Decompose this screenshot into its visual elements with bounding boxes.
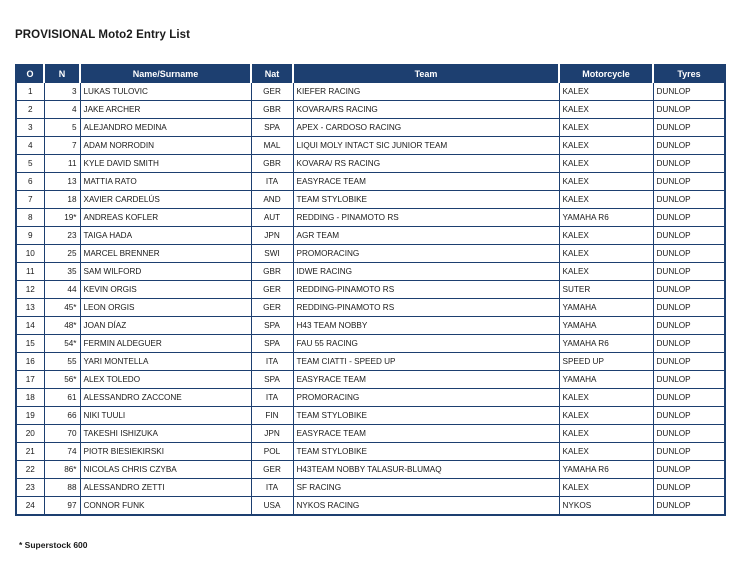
position-cell: 14 xyxy=(16,317,44,335)
number-cell: 70 xyxy=(44,425,80,443)
name-cell: NIKI TUULI xyxy=(80,407,251,425)
table-row xyxy=(16,389,725,407)
motorcycle-cell: KALEX xyxy=(559,191,653,209)
table-row xyxy=(16,119,725,137)
name-cell: NICOLAS CHRIS CZYBA xyxy=(80,461,251,479)
table-row xyxy=(16,209,725,227)
entry-list-table xyxy=(15,64,726,516)
team-cell: EASYRACE TEAM xyxy=(293,425,559,443)
table-row xyxy=(16,443,725,461)
team-cell: TEAM STYLOBIKE xyxy=(293,191,559,209)
table-row xyxy=(16,173,725,191)
tyres-cell: DUNLOP xyxy=(653,425,725,443)
nationality-cell: SPA xyxy=(251,371,293,389)
table-row xyxy=(16,281,725,299)
team-cell: H43 TEAM NOBBY xyxy=(293,317,559,335)
table-row xyxy=(16,227,725,245)
nationality-cell: GER xyxy=(251,461,293,479)
team-cell: EASYRACE TEAM xyxy=(293,371,559,389)
team-cell: KOVARA/ RS RACING xyxy=(293,155,559,173)
tyres-cell: DUNLOP xyxy=(653,335,725,353)
number-cell: 11 xyxy=(44,155,80,173)
nationality-cell: USA xyxy=(251,497,293,516)
team-cell: NYKOS RACING xyxy=(293,497,559,516)
name-cell: YARI MONTELLA xyxy=(80,353,251,371)
number-cell: 55 xyxy=(44,353,80,371)
footnote: * Superstock 600 xyxy=(19,540,88,550)
name-cell: LUKAS TULOVIC xyxy=(80,83,251,101)
team-cell: AGR TEAM xyxy=(293,227,559,245)
tyres-cell: DUNLOP xyxy=(653,371,725,389)
name-cell: XAVIER CARDELÚS xyxy=(80,191,251,209)
number-cell: 5 xyxy=(44,119,80,137)
name-cell: ALEX TOLEDO xyxy=(80,371,251,389)
nationality-cell: AND xyxy=(251,191,293,209)
number-cell: 86* xyxy=(44,461,80,479)
table-row xyxy=(16,83,725,101)
team-cell: REDDING - PINAMOTO RS xyxy=(293,209,559,227)
number-cell: 4 xyxy=(44,101,80,119)
nationality-cell: ITA xyxy=(251,479,293,497)
motorcycle-cell: KALEX xyxy=(559,227,653,245)
table-row xyxy=(16,479,725,497)
table-row xyxy=(16,263,725,281)
table-row xyxy=(16,461,725,479)
table-row xyxy=(16,317,725,335)
motorcycle-cell: KALEX xyxy=(559,425,653,443)
number-cell: 88 xyxy=(44,479,80,497)
tyres-cell: DUNLOP xyxy=(653,407,725,425)
motorcycle-cell: YAMAHA xyxy=(559,317,653,335)
tyres-cell: DUNLOP xyxy=(653,389,725,407)
position-cell: 9 xyxy=(16,227,44,245)
number-cell: 66 xyxy=(44,407,80,425)
number-cell: 13 xyxy=(44,173,80,191)
name-cell: SAM WILFORD xyxy=(80,263,251,281)
nationality-cell: GER xyxy=(251,281,293,299)
nationality-cell: POL xyxy=(251,443,293,461)
nationality-cell: ITA xyxy=(251,353,293,371)
table-row xyxy=(16,137,725,155)
team-cell: H43TEAM NOBBY TALASUR-BLUMAQ xyxy=(293,461,559,479)
number-cell: 45* xyxy=(44,299,80,317)
position-cell: 4 xyxy=(16,137,44,155)
motorcycle-cell: KALEX xyxy=(559,173,653,191)
position-cell: 3 xyxy=(16,119,44,137)
header-nat: Nat xyxy=(251,65,293,83)
name-cell: FERMIN ALDEGUER xyxy=(80,335,251,353)
team-cell: TEAM CIATTI - SPEED UP xyxy=(293,353,559,371)
motorcycle-cell: KALEX xyxy=(559,407,653,425)
table-row xyxy=(16,101,725,119)
tyres-cell: DUNLOP xyxy=(653,173,725,191)
motorcycle-cell: NYKOS xyxy=(559,497,653,516)
position-cell: 7 xyxy=(16,191,44,209)
tyres-cell: DUNLOP xyxy=(653,497,725,516)
team-cell: REDDING-PINAMOTO RS xyxy=(293,299,559,317)
number-cell: 25 xyxy=(44,245,80,263)
motorcycle-cell: KALEX xyxy=(559,263,653,281)
position-cell: 17 xyxy=(16,371,44,389)
team-cell: KOVARA/RS RACING xyxy=(293,101,559,119)
nationality-cell: SPA xyxy=(251,317,293,335)
team-cell: TEAM STYLOBIKE xyxy=(293,443,559,461)
name-cell: MATTIA RATO xyxy=(80,173,251,191)
position-cell: 10 xyxy=(16,245,44,263)
team-cell: REDDING-PINAMOTO RS xyxy=(293,281,559,299)
table-row xyxy=(16,425,725,443)
team-cell: IDWE RACING xyxy=(293,263,559,281)
nationality-cell: JPN xyxy=(251,425,293,443)
nationality-cell: ITA xyxy=(251,389,293,407)
team-cell: TEAM STYLOBIKE xyxy=(293,407,559,425)
team-cell: LIQUI MOLY INTACT SIC JUNIOR TEAM xyxy=(293,137,559,155)
header-team: Team xyxy=(293,65,559,83)
tyres-cell: DUNLOP xyxy=(653,299,725,317)
motorcycle-cell: YAMAHA xyxy=(559,299,653,317)
nationality-cell: SPA xyxy=(251,119,293,137)
team-cell: FAU 55 RACING xyxy=(293,335,559,353)
table-row xyxy=(16,407,725,425)
position-cell: 15 xyxy=(16,335,44,353)
tyres-cell: DUNLOP xyxy=(653,461,725,479)
name-cell: PIOTR BIESIEKIRSKI xyxy=(80,443,251,461)
position-cell: 12 xyxy=(16,281,44,299)
motorcycle-cell: YAMAHA R6 xyxy=(559,461,653,479)
number-cell: 61 xyxy=(44,389,80,407)
name-cell: ALESSANDRO ZACCONE xyxy=(80,389,251,407)
tyres-cell: DUNLOP xyxy=(653,479,725,497)
name-cell: ADAM NORRODIN xyxy=(80,137,251,155)
tyres-cell: DUNLOP xyxy=(653,443,725,461)
header-n: N xyxy=(44,65,80,83)
motorcycle-cell: KALEX xyxy=(559,83,653,101)
name-cell: CONNOR FUNK xyxy=(80,497,251,516)
page-title: PROVISIONAL Moto2 Entry List xyxy=(15,29,191,41)
number-cell: 3 xyxy=(44,83,80,101)
header-name: Name/Surname xyxy=(80,65,251,83)
table-row xyxy=(16,335,725,353)
position-cell: 18 xyxy=(16,389,44,407)
position-cell: 6 xyxy=(16,173,44,191)
number-cell: 97 xyxy=(44,497,80,516)
header-motorcycle: Motorcycle xyxy=(559,65,653,83)
name-cell: JOAN DÍAZ xyxy=(80,317,251,335)
position-cell: 24 xyxy=(16,497,44,516)
table-row xyxy=(16,497,725,516)
motorcycle-cell: KALEX xyxy=(559,119,653,137)
tyres-cell: DUNLOP xyxy=(653,281,725,299)
tyres-cell: DUNLOP xyxy=(653,101,725,119)
table-body xyxy=(16,83,725,516)
nationality-cell: MAL xyxy=(251,137,293,155)
table-row xyxy=(16,353,725,371)
motorcycle-cell: YAMAHA R6 xyxy=(559,209,653,227)
tyres-cell: DUNLOP xyxy=(653,137,725,155)
team-cell: SF RACING xyxy=(293,479,559,497)
name-cell: LEON ORGIS xyxy=(80,299,251,317)
tyres-cell: DUNLOP xyxy=(653,263,725,281)
position-cell: 16 xyxy=(16,353,44,371)
position-cell: 2 xyxy=(16,101,44,119)
position-cell: 22 xyxy=(16,461,44,479)
name-cell: KEVIN ORGIS xyxy=(80,281,251,299)
tyres-cell: DUNLOP xyxy=(653,83,725,101)
position-cell: 21 xyxy=(16,443,44,461)
name-cell: KYLE DAVID SMITH xyxy=(80,155,251,173)
motorcycle-cell: YAMAHA xyxy=(559,371,653,389)
team-cell: EASYRACE TEAM xyxy=(293,173,559,191)
table-row xyxy=(16,245,725,263)
team-cell: PROMORACING xyxy=(293,245,559,263)
number-cell: 35 xyxy=(44,263,80,281)
motorcycle-cell: KALEX xyxy=(559,137,653,155)
nationality-cell: FIN xyxy=(251,407,293,425)
nationality-cell: AUT xyxy=(251,209,293,227)
team-cell: KIEFER RACING xyxy=(293,83,559,101)
tyres-cell: DUNLOP xyxy=(653,155,725,173)
tyres-cell: DUNLOP xyxy=(653,317,725,335)
name-cell: ANDREAS KOFLER xyxy=(80,209,251,227)
table-row xyxy=(16,371,725,389)
name-cell: MARCEL BRENNER xyxy=(80,245,251,263)
table-header-row xyxy=(16,65,725,83)
number-cell: 48* xyxy=(44,317,80,335)
position-cell: 23 xyxy=(16,479,44,497)
position-cell: 19 xyxy=(16,407,44,425)
nationality-cell: GER xyxy=(251,299,293,317)
motorcycle-cell: KALEX xyxy=(559,101,653,119)
nationality-cell: GER xyxy=(251,83,293,101)
position-cell: 13 xyxy=(16,299,44,317)
position-cell: 8 xyxy=(16,209,44,227)
name-cell: TAIGA HADA xyxy=(80,227,251,245)
position-cell: 20 xyxy=(16,425,44,443)
number-cell: 23 xyxy=(44,227,80,245)
name-cell: JAKE ARCHER xyxy=(80,101,251,119)
number-cell: 18 xyxy=(44,191,80,209)
name-cell: ALEJANDRO MEDINA xyxy=(80,119,251,137)
number-cell: 44 xyxy=(44,281,80,299)
nationality-cell: GBR xyxy=(251,155,293,173)
name-cell: TAKESHI ISHIZUKA xyxy=(80,425,251,443)
nationality-cell: SPA xyxy=(251,335,293,353)
motorcycle-cell: YAMAHA R6 xyxy=(559,335,653,353)
motorcycle-cell: KALEX xyxy=(559,155,653,173)
position-cell: 11 xyxy=(16,263,44,281)
table-row xyxy=(16,191,725,209)
tyres-cell: DUNLOP xyxy=(653,227,725,245)
tyres-cell: DUNLOP xyxy=(653,119,725,137)
motorcycle-cell: KALEX xyxy=(559,479,653,497)
tyres-cell: DUNLOP xyxy=(653,209,725,227)
tyres-cell: DUNLOP xyxy=(653,191,725,209)
nationality-cell: GBR xyxy=(251,263,293,281)
motorcycle-cell: SUTER xyxy=(559,281,653,299)
motorcycle-cell: KALEX xyxy=(559,389,653,407)
motorcycle-cell: KALEX xyxy=(559,245,653,263)
nationality-cell: ITA xyxy=(251,173,293,191)
tyres-cell: DUNLOP xyxy=(653,245,725,263)
name-cell: ALESSANDRO ZETTI xyxy=(80,479,251,497)
nationality-cell: JPN xyxy=(251,227,293,245)
position-cell: 1 xyxy=(16,83,44,101)
header-tyres: Tyres xyxy=(653,65,725,83)
motorcycle-cell: KALEX xyxy=(559,443,653,461)
header-o: O xyxy=(16,65,44,83)
number-cell: 19* xyxy=(44,209,80,227)
team-cell: PROMORACING xyxy=(293,389,559,407)
table-row xyxy=(16,299,725,317)
number-cell: 74 xyxy=(44,443,80,461)
number-cell: 56* xyxy=(44,371,80,389)
motorcycle-cell: SPEED UP xyxy=(559,353,653,371)
tyres-cell: DUNLOP xyxy=(653,353,725,371)
nationality-cell: SWI xyxy=(251,245,293,263)
position-cell: 5 xyxy=(16,155,44,173)
nationality-cell: GBR xyxy=(251,101,293,119)
team-cell: APEX - CARDOSO RACING xyxy=(293,119,559,137)
number-cell: 7 xyxy=(44,137,80,155)
number-cell: 54* xyxy=(44,335,80,353)
table-row xyxy=(16,155,725,173)
